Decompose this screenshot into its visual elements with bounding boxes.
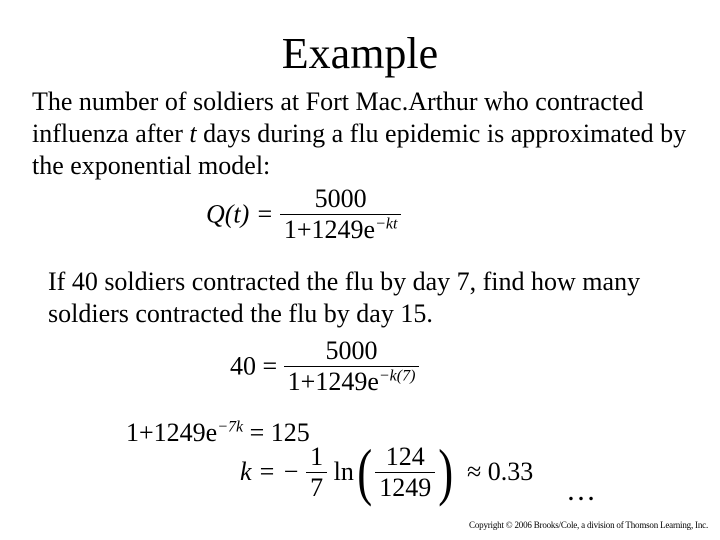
step1-fraction — [284, 336, 420, 397]
step3-inner-fraction — [375, 442, 435, 503]
step1-den-exponent: −k(7) — [378, 367, 416, 385]
step1-numerator: 5000 — [325, 336, 378, 365]
step3-small-fraction — [306, 442, 327, 503]
step2-base: 1+1249e — [126, 418, 218, 447]
problem-description — [32, 86, 692, 182]
model-equation — [206, 184, 401, 245]
left-paren-glyph: ( — [357, 436, 372, 507]
step3-lhs: k = − — [240, 457, 300, 486]
model-den-exponent: −kt — [375, 215, 398, 233]
problem-question: If 40 soldiers contracted the flu by day 7, find how many soldiers contracted the flu by day 15. — [48, 267, 641, 328]
step1-lhs: 40 = — [230, 351, 278, 381]
step3-equation — [240, 436, 534, 507]
step2-rhs: = 125 — [243, 418, 310, 447]
step1-denominator — [284, 366, 420, 397]
problem-text-before: The number of soldiers at Fort Mac.Arthur who contracted influenza after — [32, 87, 644, 148]
step3-rhs: ≈ 0.33 — [467, 457, 534, 486]
step3-ln: ln — [333, 457, 354, 486]
step3-inner-denominator: 1249 — [375, 472, 435, 503]
right-paren-glyph: ) — [438, 436, 454, 507]
problem-text-after: days during a flu epidemic is approximated by the exponential model: — [32, 119, 687, 180]
problem-variable-t: t — [189, 119, 197, 148]
step3-frac-numerator: 1 — [310, 441, 324, 471]
continuation-ellipsis: … — [566, 474, 599, 507]
model-numerator: 5000 — [314, 184, 367, 213]
slide-title: Example — [281, 29, 439, 78]
model-den-base: 1+1249e — [283, 215, 376, 244]
step1-equation — [230, 336, 419, 397]
copyright-notice: Copyright © 2006 Brooks/Cole, a division of Thomson Learning, Inc. — [469, 520, 708, 530]
model-fraction — [280, 184, 402, 245]
model-lhs: Q(t) = — [206, 199, 274, 229]
step3-inner-numerator: 124 — [385, 441, 425, 471]
step1-den-base: 1+1249e — [287, 367, 379, 396]
model-denominator — [280, 214, 402, 245]
step3-frac-denominator: 7 — [306, 472, 327, 503]
step2-exponent: −7k — [217, 418, 244, 436]
